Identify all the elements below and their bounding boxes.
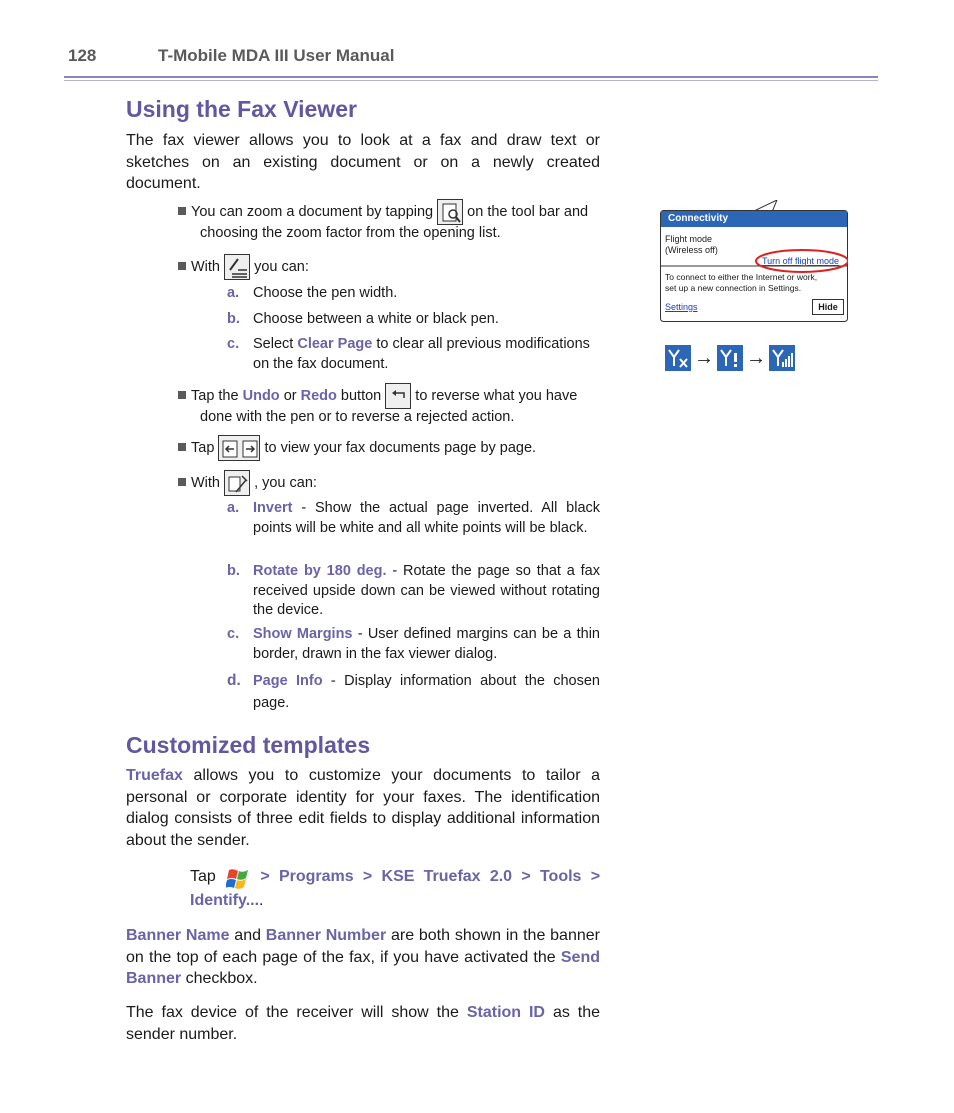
tools-icon bbox=[224, 470, 250, 496]
undo-icon bbox=[385, 383, 411, 409]
pen-item-c-line2: on the fax document. bbox=[253, 356, 389, 372]
bullet-undo-line2: done with the pen or to reverse a rejected action. bbox=[200, 409, 515, 425]
signal-full-icon bbox=[769, 345, 795, 371]
popup-title: Connectivity bbox=[668, 213, 729, 224]
bullet-zoom-line2: choosing the zoom factor from the opening list. bbox=[200, 225, 501, 241]
page-number: 128 bbox=[68, 46, 97, 65]
bullet-page-nav: Tap to view your fax documents page by page. bbox=[178, 435, 536, 461]
bullet-pen: With you can: bbox=[178, 254, 309, 280]
flight-mode-label: Flight mode bbox=[665, 234, 713, 244]
wireless-status: (Wireless off) bbox=[665, 245, 718, 255]
signal-off-icon bbox=[665, 345, 691, 371]
section-title-fax-viewer: Using the Fax Viewer bbox=[126, 96, 357, 122]
tap-path: Tap > Programs > KSE Truefax 2.0 > Tools > Identify.... bbox=[190, 864, 600, 912]
section-title-templates: Customized templates bbox=[126, 732, 371, 758]
bullet-square-icon bbox=[178, 391, 186, 399]
pen-item-c: c. Select Clear Page to clear all previous modifications bbox=[227, 336, 590, 352]
zoom-icon bbox=[437, 199, 463, 225]
windows-start-icon bbox=[225, 864, 251, 890]
arrow-icon: → bbox=[694, 346, 714, 369]
bullet-view-options: With , you can: bbox=[178, 470, 317, 496]
templates-paragraph: Truefax allows you to customize your documents to tailor a personal or corporate identity for your faxes. The identification dialog consists of three edit fields to display additional information about the sender. bbox=[126, 767, 600, 849]
hide-button[interactable]: Hide bbox=[812, 299, 844, 315]
bullet-undo: Tap the Undo or Redo button to reverse what you have bbox=[178, 383, 602, 409]
pen-item-b: b. Choose between a white or black pen. bbox=[227, 311, 499, 327]
signal-searching-icon bbox=[717, 345, 743, 371]
option-page-info: d. Page Info - Display information about the chosen page. bbox=[227, 672, 600, 711]
header-rule bbox=[64, 76, 878, 78]
bullet-square-icon bbox=[178, 443, 186, 451]
bullet-square-icon bbox=[178, 207, 186, 215]
pen-icon bbox=[224, 254, 250, 280]
bullet-square-icon bbox=[178, 262, 186, 270]
banner-paragraph: Banner Name and Banner Number are both shown in the banner on the top of each page of the fax, if you have activated the Send Banner checkbox. bbox=[126, 927, 600, 987]
bullet-square-icon bbox=[178, 478, 186, 486]
page-nav-icon bbox=[218, 435, 260, 461]
pen-item-a: a. Choose the pen width. bbox=[227, 285, 398, 301]
manual-title: T-Mobile MDA III User Manual bbox=[158, 46, 395, 65]
arrow-icon: → bbox=[746, 346, 766, 369]
turn-off-flight-mode-link[interactable]: Turn off flight mode bbox=[762, 256, 840, 266]
option-margins: c. Show Margins - User defined margins can be a thin border, drawn in the fax viewer dialog. bbox=[227, 626, 600, 662]
page-header bbox=[68, 46, 394, 66]
connectivity-popup bbox=[660, 200, 848, 322]
bullet-zoom: You can zoom a document by tapping on the tool bar and bbox=[178, 199, 602, 225]
station-id-paragraph: The fax device of the receiver will show the Station ID as the sender number. bbox=[126, 1004, 601, 1043]
connect-hint-line1: To connect to either the Internet or work, bbox=[665, 272, 818, 282]
settings-link[interactable]: Settings bbox=[665, 302, 698, 312]
header-rule-thin bbox=[64, 80, 878, 81]
intro-paragraph: The fax viewer allows you to look at a fax and draw text or sketches on an existing document or on a newly created document. bbox=[126, 132, 600, 192]
signal-sequence bbox=[665, 345, 795, 371]
option-rotate: b. Rotate by 180 deg. - Rotate the page so that a fax received upside down can be viewed without rotating the device. bbox=[227, 563, 600, 618]
connect-hint-line2: set up a new connection in Settings. bbox=[665, 283, 802, 293]
option-invert: a. Invert - Show the actual page inverted. All black points will be white and all white points will be black. bbox=[227, 500, 601, 536]
